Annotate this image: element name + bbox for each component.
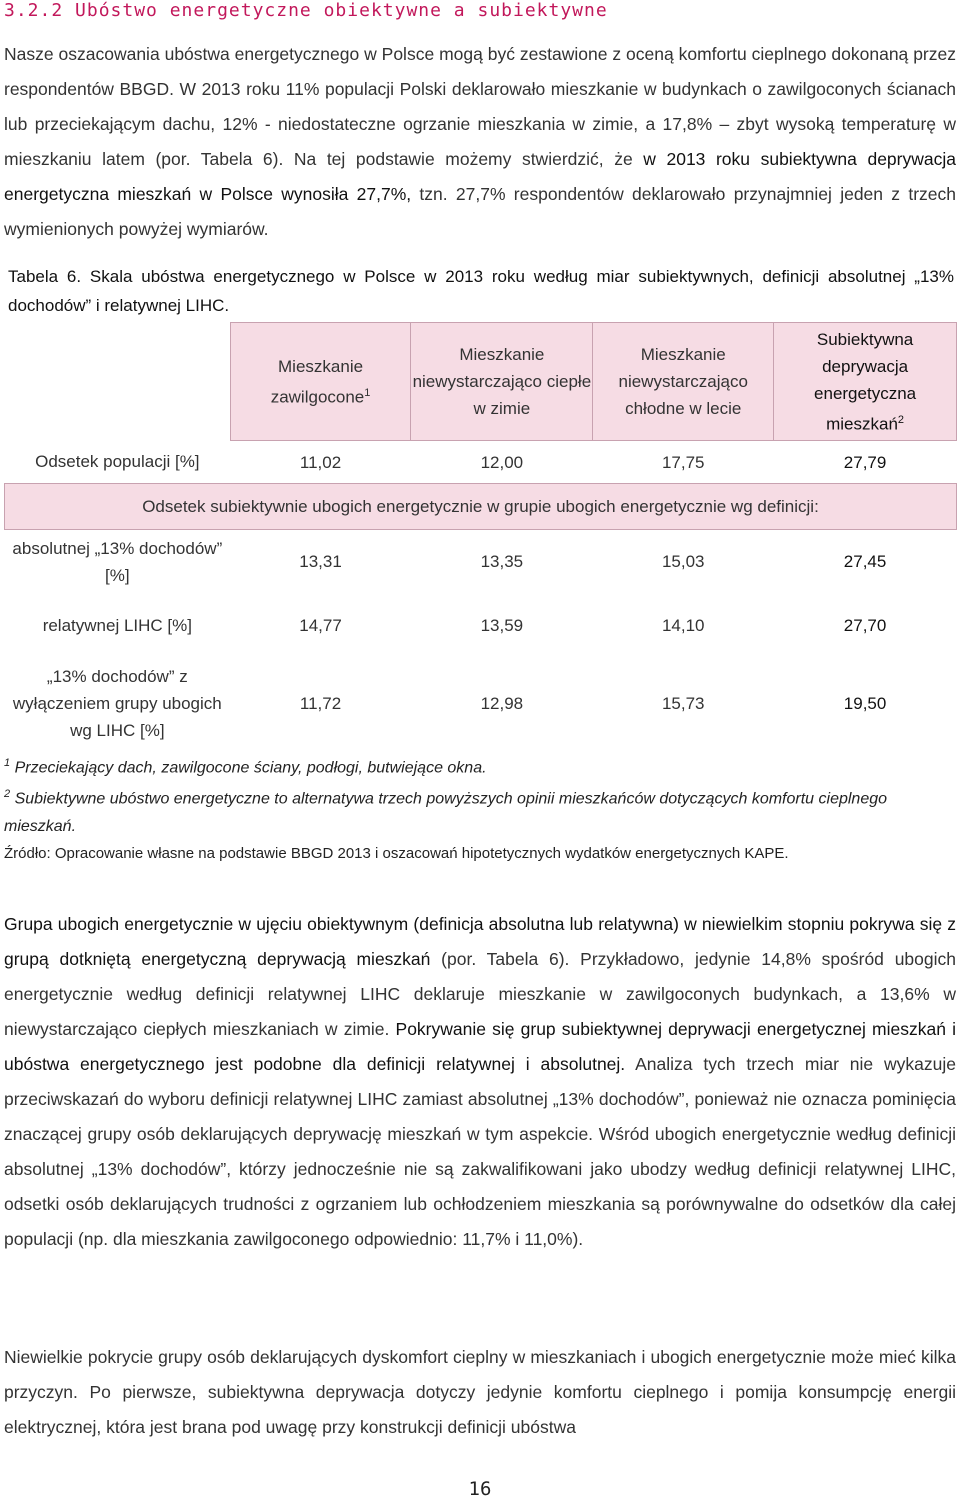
section-heading: 3.2.2 Ubóstwo energetyczne obiektywne a subiektywne [4, 0, 608, 21]
intro-text: Nasze oszacowania ubóstwa energetycznego w Polsce mogą być zestawione z oceną komfortu cieplnego dokonaną przez respondentów BBGD. W 2013 roku 11% populacji Polski deklarowało mieszkanie w budynkach o zawilgoconych ścianach lub przeciekającym dachu, 12% - niedostateczne ogrzanie mieszkania w zimie, a 17,8% – zbyt wysoką temperaturę w mieszkaniu latem (por. Tabela 6). Na tej podstawie możemy stwierdzić, że [4, 44, 956, 169]
table-row [5, 441, 957, 484]
cell-value: 12,98 [411, 658, 593, 750]
cell-value: 27,45 [774, 530, 957, 594]
body-text-2: Analiza tych trzech miar nie wykazuje przeciwskazań do wyboru definicji relatywnej LIHC zamiast absolutnej „13% dochodów”, ponieważ nie oznacza pominięcia znaczącej grupy osób deklarujących deprywację mieszkań w tym aspekcie. Wśród ubogich energetycznie według definicji absolutnej „13% dochodów”, którzy jednocześnie nie są zakwalifikowani jako ubodzy według definicji relatywnej LIHC, odsetki osób deklarujących trudności z ogrzaniem lub ochłodzeniem mieszkania są porównywalne do odsetków dla całej populacji (np. dla mieszkania zawilgoconego odpowiednio: 11,7% i 11,0%). [4, 1054, 956, 1249]
row-label: relatywnej LIHC [%] [5, 594, 231, 658]
header-empty-cell [5, 323, 231, 441]
table-row [5, 658, 957, 750]
band-label: Odsetek subiektywnie ubogich energetycznie w grupie ubogich energetycznie wg definicji: [5, 484, 957, 530]
header-cold-winter: Mieszkanie niewystarczająco ciepłe w zimie [411, 323, 593, 441]
data-table [4, 322, 957, 750]
intro-paragraph [4, 37, 956, 247]
intro-emphasis: w 2013 roku subiektywna deprywacja energetyczna mieszkań w Polsce wynosiła 27,7%, [4, 149, 956, 204]
cell-value: 11,72 [230, 658, 411, 750]
row-label: „13% dochodów” z wyłączeniem grupy ubogich wg LIHC [%] [5, 658, 231, 750]
body-paragraph-1 [4, 907, 956, 1257]
row-label: Odsetek populacji [%] [35, 452, 200, 472]
footnote-2: $^2$ Subiektywne ubóstwo energetyczne to alternatywa trzech powyższych opinii mieszkańców dotyczących komfortu cieplnego mieszkań. [4, 788, 888, 835]
table-row [5, 530, 957, 594]
cell-value: 11,02 [299, 452, 342, 472]
header-hot-summer: Mieszkanie niewystarczająco chłodne w lecie [593, 323, 774, 441]
cell-value: 14,77 [230, 594, 411, 658]
body-paragraph-2: Niewielkie pokrycie grupy osób deklarujących dyskomfort cieplny w mieszkaniach i ubogich energetycznie może mieć kilka przyczyn. Po pierwsze, subiektywna deprywacja dotyczy jedynie komfortu cieplnego i pomija konsumpcję energii elektrycznej, która jest brana pod uwagę przy konstrukcji definicji ubóstwa [4, 1347, 956, 1437]
cell-value: 17,75 [661, 452, 705, 472]
body-text-1: (por. Tabela 6). Przykładowo, jedynie 14,8% spośród ubogich energetycznie według definicji relatywnej LIHC deklaruje mieszkanie w zawilgoconych budynkach, a 13,6% w niewystarczająco ciepłych mieszkaniach w zimie. [4, 949, 956, 1039]
cell-value: 12,00 [480, 452, 524, 472]
body-emphasis-2: Pokrywanie się grup subiektywnej deprywacji energetycznej mieszkań i ubóstwa energetycznego jest podobne dla definicji relatywnej i absolutnej. [4, 1019, 956, 1074]
source-note: Źródło: Opracowanie własne na podstawie BBGD 2013 i oszacowań hipotetycznych wydatków energetycznych KAPE. [4, 844, 789, 862]
table-row [5, 594, 957, 658]
body-emphasis-1: Grupa ubogich energetycznie w ujęciu obiektywnym (definicja absolutna lub relatywna) w niewielkim stopniu pokrywa się z grupą dotkniętą energetyczną deprywacją mieszkań [4, 914, 956, 969]
table-footnotes [4, 750, 956, 867]
cell-value: 27,70 [774, 594, 957, 658]
row-label: absolutnej „13% dochodów” [%] [5, 530, 231, 594]
page-number: 16 [468, 1478, 492, 1500]
footnote-1: $^1$ Przeciekający dach, zawilgocone ściany, podłogi, butwiejące okna. [4, 757, 487, 777]
table-header-row [5, 323, 957, 441]
cell-value: 15,03 [593, 530, 774, 594]
intro-tail: tzn. 27,7% respondentów deklarowało przynajmniej jeden z trzech wymienionych powyżej wymiarów. [4, 184, 956, 239]
cell-value: 13,31 [230, 530, 411, 594]
cell-value: 27,79 [843, 452, 887, 472]
table-band-row [5, 484, 957, 530]
cell-value: 15,73 [593, 658, 774, 750]
cell-value: 14,10 [593, 594, 774, 658]
table-caption: Tabela 6. Skala ubóstwa energetycznego w Polsce w 2013 roku według miar subiektywnych, definicji absolutnej „13% dochodów” i relatywnej LIHC. [8, 267, 954, 315]
cell-value: 13,35 [411, 530, 593, 594]
header-damp: Mieszkanie zawilgocone$^1$ [230, 323, 411, 441]
header-subjective-deprivation: Subiektywna deprywacja energetyczna mieszkań$^2$ [774, 323, 957, 441]
cell-value: 19,50 [774, 658, 957, 750]
cell-value: 13,59 [411, 594, 593, 658]
